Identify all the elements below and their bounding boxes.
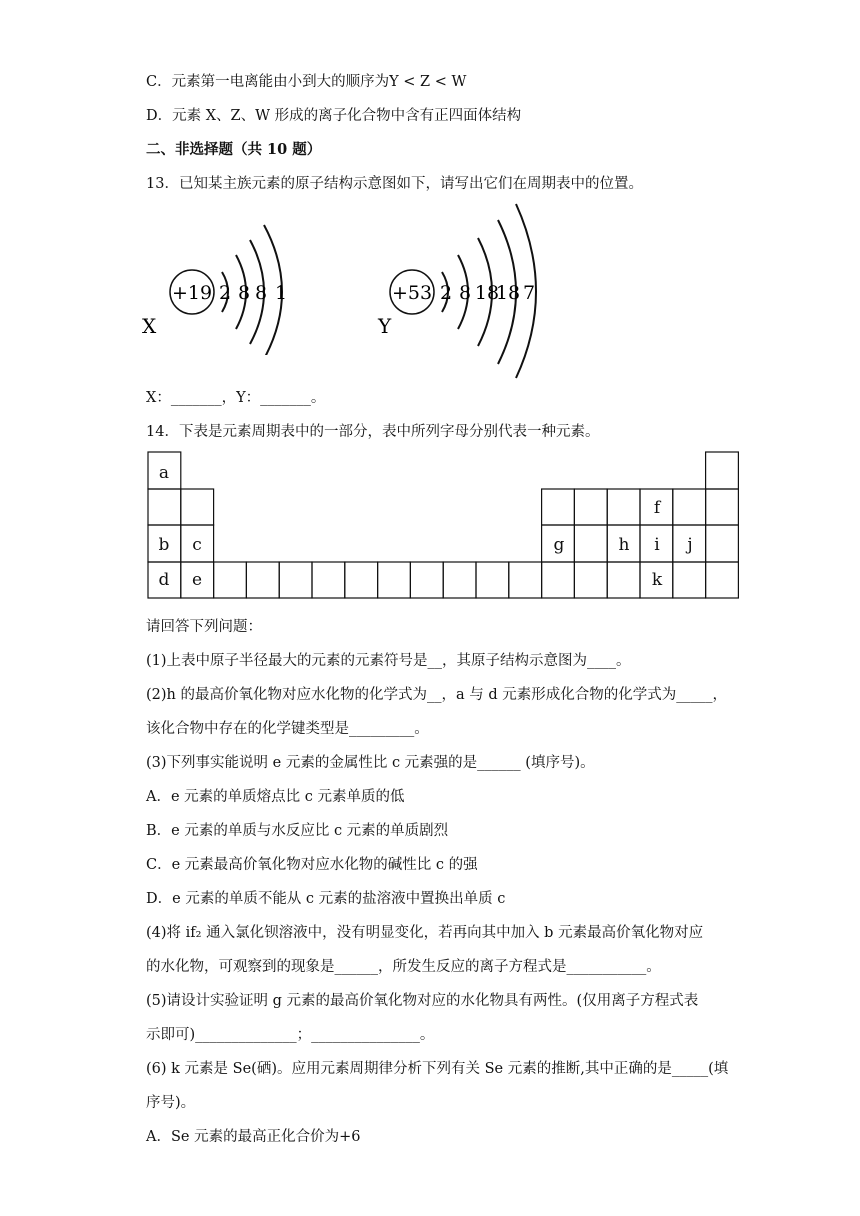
part-4b: 的水化物，可观察到的现象是______，所发生反应的离子方程式是___________。 [146, 959, 661, 975]
atom-x-shell-1: 2 [218, 282, 232, 304]
part-6a: (6) k 元素是 Se(硒)。应用元素周期律分析下列有关 Se 元素的推断,其中正确的是_____(填 [146, 1061, 729, 1077]
atom-y-shell-2: 8 [458, 282, 472, 304]
cell-e: e [191, 570, 203, 590]
part-2b: 该化合物中存在的化学键类型是_________。 [146, 721, 429, 737]
atom-y-label: Y [378, 314, 392, 338]
atom-x-nucleus: +19 [171, 282, 213, 304]
prompt: 请回答下列问题： [146, 619, 262, 635]
cell-r4-c7 [345, 562, 378, 598]
part-3: (3)下列事实能说明 e 元素的金属性比 c 元素强的是______ (填序号)。 [146, 755, 595, 771]
cell-r4-c5 [279, 562, 312, 598]
option-c: C．元素第一电离能由小到大的顺序为Y < Z < W [146, 74, 467, 90]
part-4a: (4)将 if₂ 通入氯化钡溶液中，没有明显变化，若再向其中加入 b 元素最高价氧化物对应 [146, 925, 704, 941]
cell-r3-c13 [542, 525, 575, 562]
cell-r2-c18 [706, 489, 739, 525]
part-6b: 序号)。 [146, 1095, 196, 1111]
cell-r4-c3 [214, 562, 247, 598]
cell-r4-c4 [246, 562, 279, 598]
cell-r4-c10 [443, 562, 476, 598]
atom-y-nucleus: +53 [391, 282, 433, 304]
cell-r2-c15 [607, 489, 640, 525]
question-13: 13．已知某主族元素的原子结构示意图如下，请写出它们在周期表中的位置。 [146, 176, 643, 192]
cell-r3-c15 [607, 525, 640, 562]
part-3-option-d: D．e 元素的单质不能从 c 元素的盐溶液中置换出单质 c [146, 891, 506, 907]
cell-r2-c14 [574, 489, 607, 525]
cell-r4-c18 [706, 562, 739, 598]
cell-r4-c2 [181, 562, 214, 598]
question-14: 14．下表是元素周期表中的一部分，表中所列字母分别代表一种元素。 [146, 424, 600, 440]
cell-r4-c11 [476, 562, 509, 598]
cell-i: i [654, 535, 660, 555]
part-5a: (5)请设计实验证明 g 元素的最高价氧化物对应的水化物具有两性。(仅用离子方程式表 [146, 993, 699, 1009]
cell-h: h [618, 535, 630, 555]
atom-y-shell-5: 7 [522, 282, 536, 304]
cell-r3-c18 [706, 525, 739, 562]
cell-r4-c17 [673, 562, 706, 598]
question-13-answer: X：_______，Y：_______。 [146, 390, 326, 406]
cell-j: j [687, 535, 693, 555]
section-heading: 二、非选择题（共 10 题） [146, 141, 322, 158]
cell-r1-c1 [148, 452, 181, 489]
atom-x-label: X [142, 314, 157, 338]
cell-r2-c16 [640, 489, 673, 525]
cell-k: k [651, 570, 663, 590]
option-d: D．元素 X、Z、W 形成的离子化合物中含有正四面体结构 [146, 108, 522, 124]
cell-f: f [653, 498, 661, 518]
part-5b: 示即可)______________；_______________。 [146, 1027, 435, 1043]
cell-b: b [158, 535, 170, 555]
part-3-option-b: B．e 元素的单质与水反应比 c 元素的单质剧烈 [146, 823, 449, 839]
part-3-option-a: A．e 元素的单质熔点比 c 元素单质的低 [146, 789, 405, 805]
atom-y-shell-1: 2 [439, 282, 453, 304]
cell-r2-c1 [148, 489, 181, 525]
cell-r3-c16 [640, 525, 673, 562]
cell-r4-c6 [312, 562, 345, 598]
cell-r3-c2 [181, 525, 214, 562]
part-6-option-a: A．Se 元素的最高正化合价为+6 [146, 1129, 361, 1145]
part-1: (1)上表中原子半径最大的元素的元素符号是__，其原子结构示意图为____。 [146, 653, 631, 669]
cell-r4-c16 [640, 562, 673, 598]
cell-c: c [192, 535, 202, 555]
part-2a: (2)h 的最高价氧化物对应水化物的化学式为__，a 与 d 元素形成化合物的化学式为_____， [146, 687, 727, 703]
cell-r4-c13 [542, 562, 575, 598]
atom-x-shell-2: 8 [237, 282, 251, 304]
cell-r3-c1 [148, 525, 181, 562]
cell-r2-c17 [673, 489, 706, 525]
cell-r4-c14 [574, 562, 607, 598]
atom-y-shell-3: 18 [474, 282, 500, 304]
cell-r2-c13 [542, 489, 575, 525]
cell-g: g [553, 535, 565, 555]
atom-x-shell-4: 1 [274, 282, 288, 304]
cell-r1-c18 [706, 452, 739, 489]
cell-r4-c8 [378, 562, 411, 598]
cell-r2-c2 [181, 489, 214, 525]
cell-r4-c1 [148, 562, 181, 598]
atom-diagram-y [376, 200, 556, 380]
cell-r3-c17 [673, 525, 706, 562]
atom-x-shell-3: 8 [254, 282, 268, 304]
atom-y-shell-4: 18 [495, 282, 521, 304]
cell-d: d [158, 570, 170, 590]
cell-r3-c14 [574, 525, 607, 562]
cell-a: a [158, 463, 170, 483]
cell-r4-c12 [509, 562, 542, 598]
cell-r4-c9 [410, 562, 443, 598]
cell-r4-c15 [607, 562, 640, 598]
part-3-option-c: C．e 元素最高价氧化物对应水化物的碱性比 c 的强 [146, 857, 478, 873]
atom-diagram-x [140, 205, 300, 355]
